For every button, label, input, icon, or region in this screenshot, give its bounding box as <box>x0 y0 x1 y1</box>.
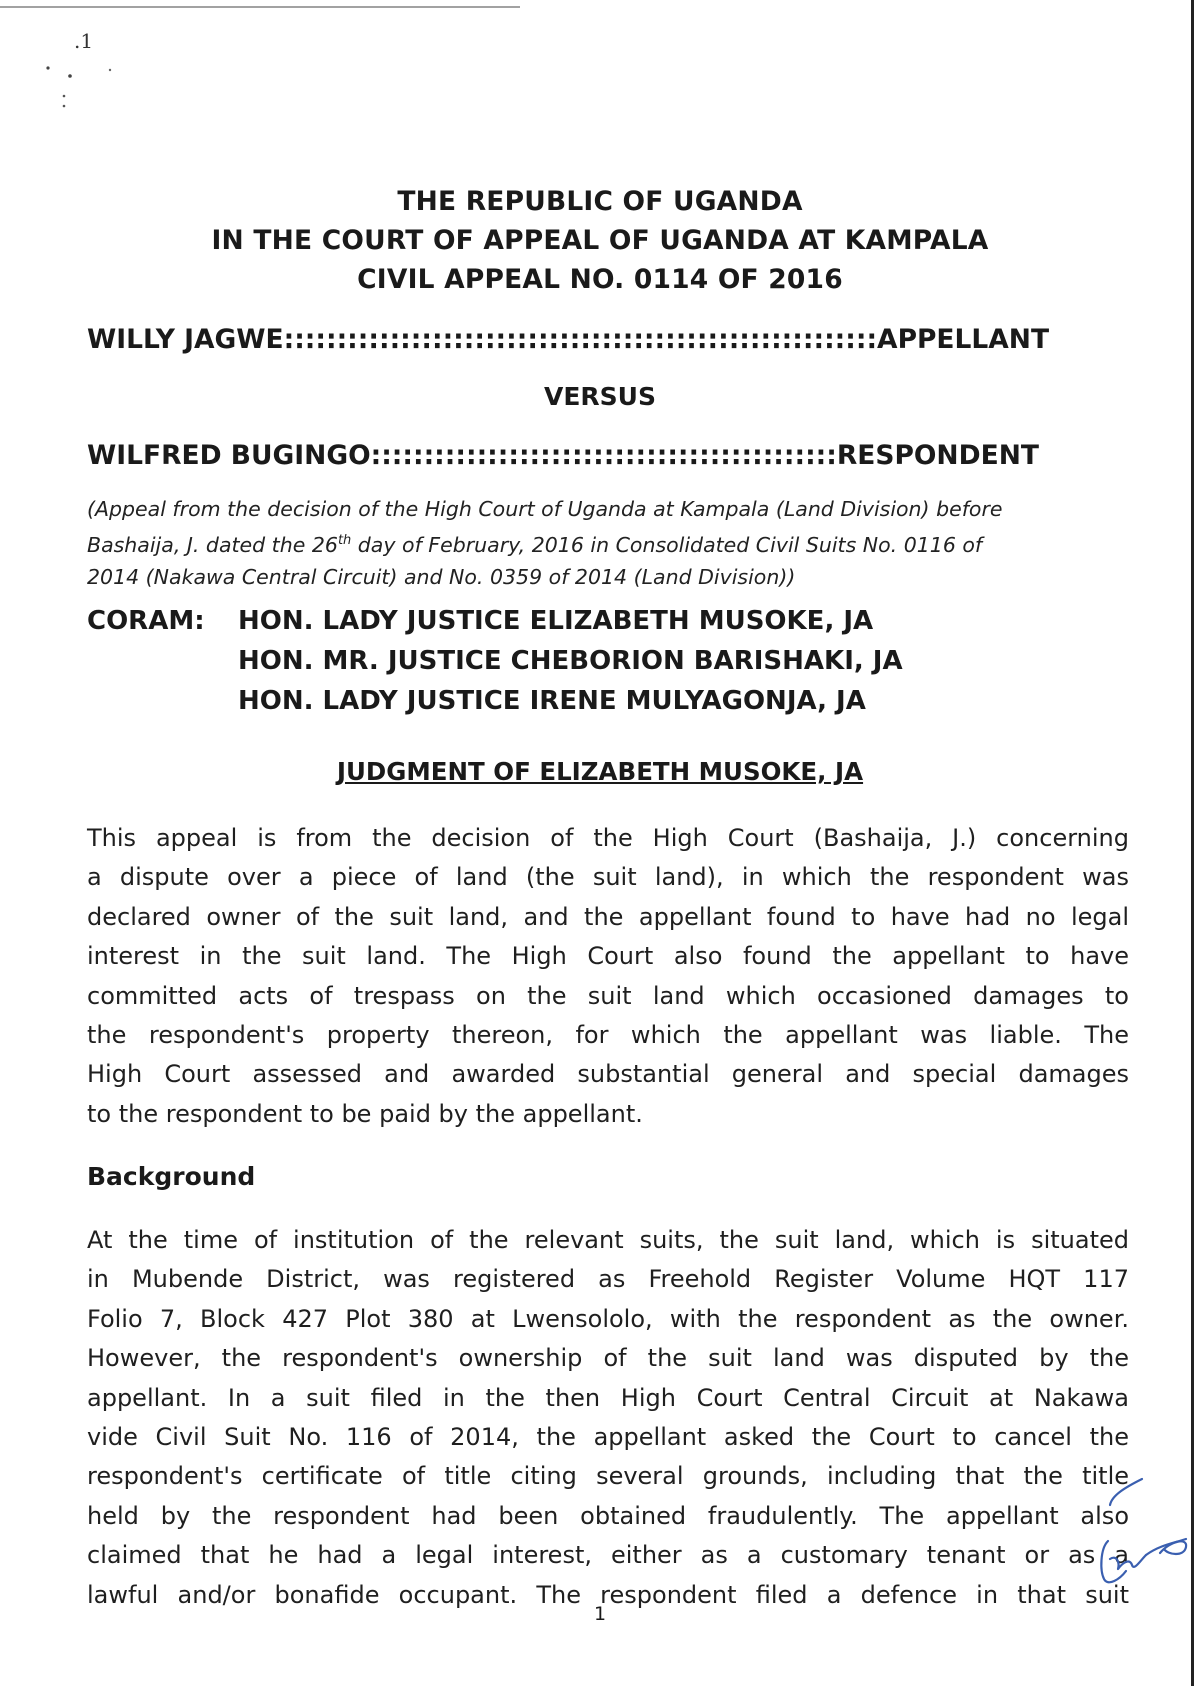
paragraph-line: However, the respondent's ownership of the suit land was disputed by the <box>87 1344 1129 1373</box>
scan-border-top <box>0 6 520 8</box>
ordinal-suffix: th <box>337 533 352 548</box>
svg-text:.1: .1 <box>74 30 94 53</box>
origin-line: (Appeal from the decision of the High Court of Uganda at Kampala (Land Division) before <box>87 497 1003 521</box>
respondent-line: WILFRED BUGINGO::::::::::::::::::::::::::::::::::::::::::::RESPONDENT <box>87 440 1039 471</box>
header-republic: THE REPUBLIC OF UGANDA <box>397 186 803 217</box>
paragraph-line: to the respondent to be paid by the appellant. <box>87 1099 643 1128</box>
paragraph-line: held by the respondent had been obtained fraudulently. The appellant also <box>87 1501 1129 1530</box>
paragraph-line: in Mubende District, was registered as Freehold Register Volume HQT 117 <box>87 1265 1129 1294</box>
paragraph-line: interest in the suit land. The High Court also found the appellant to have <box>87 942 1129 971</box>
paragraph-line: respondent's certificate of title citing several grounds, including that the title <box>87 1462 1129 1491</box>
background-heading: Background <box>87 1162 256 1191</box>
paragraph-line: At the time of institution of the relevant suits, the suit land, which is situated <box>87 1226 1129 1254</box>
origin-line: 2014 (Nakawa Central Circuit) and No. 0359 of 2014 (Land Division)) <box>87 564 796 589</box>
paragraph-line: High Court assessed and awarded substantial general and special damages <box>87 1060 1129 1089</box>
paragraph-line: vide Civil Suit No. 116 of 2014, the appellant asked the Court to cancel the <box>87 1423 1129 1452</box>
header-case-number: CIVIL APPEAL NO. 0114 OF 2016 <box>357 264 843 295</box>
handwritten-initials-icon <box>1090 1475 1200 1595</box>
paragraph-line: Folio 7, Block 427 Plot 380 at Lwensololo, with the respondent as the owner. <box>87 1304 1129 1333</box>
judgment-title: JUDGMENT OF ELIZABETH MUSOKE, JA <box>336 757 864 786</box>
appeal-origin-note <box>87 493 1117 593</box>
paragraph-line: declared owner of the suit land, and the appellant found to have had no legal <box>87 902 1129 931</box>
coram-judge: HON. LADY JUSTICE ELIZABETH MUSOKE, JA <box>238 606 874 636</box>
intro-paragraph <box>87 819 1129 1134</box>
paragraph-line: This appeal is from the decision of the High Court (Bashaija, J.) concerning <box>87 824 1129 852</box>
paragraph-line: claimed that he had a legal interest, either as a customary tenant or as a <box>87 1541 1129 1570</box>
coram-judge: HON. LADY JUSTICE IRENE MULYAGONJA, JA <box>238 686 866 716</box>
background-paragraph <box>87 1221 1129 1615</box>
paragraph-line: appellant. In a suit filed in the then High Court Central Circuit at Nakawa <box>87 1383 1129 1412</box>
paragraph-line: a dispute over a piece of land (the suit land), in which the respondent was <box>87 863 1129 892</box>
origin-line: day of February, 2016 in Consolidated Civil Suits No. 0116 of <box>351 532 983 557</box>
appellant-line: WILLY JAGWE::::::::::::::::::::::::::::::::::::::::::::::::::::::::APPELLANT <box>87 324 1050 355</box>
origin-line: Bashaija, J. dated the 26 <box>87 532 338 557</box>
paragraph-line: committed acts of trespass on the suit land which occasioned damages to <box>87 981 1129 1010</box>
header-court: IN THE COURT OF APPEAL OF UGANDA AT KAMPALA <box>211 225 989 256</box>
scan-speck-icon <box>40 30 130 130</box>
versus-label: VERSUS <box>544 382 656 411</box>
paragraph-line: the respondent's property thereon, for which the appellant was liable. The <box>87 1021 1129 1050</box>
paragraph-line: lawful and/or bonafide occupant. The respondent filed a defence in that suit <box>87 1580 1129 1609</box>
coram-label: CORAM: <box>87 606 205 636</box>
coram-judge: HON. MR. JUSTICE CHEBORION BARISHAKI, JA <box>238 646 903 676</box>
page-number: 1 <box>593 1603 607 1625</box>
